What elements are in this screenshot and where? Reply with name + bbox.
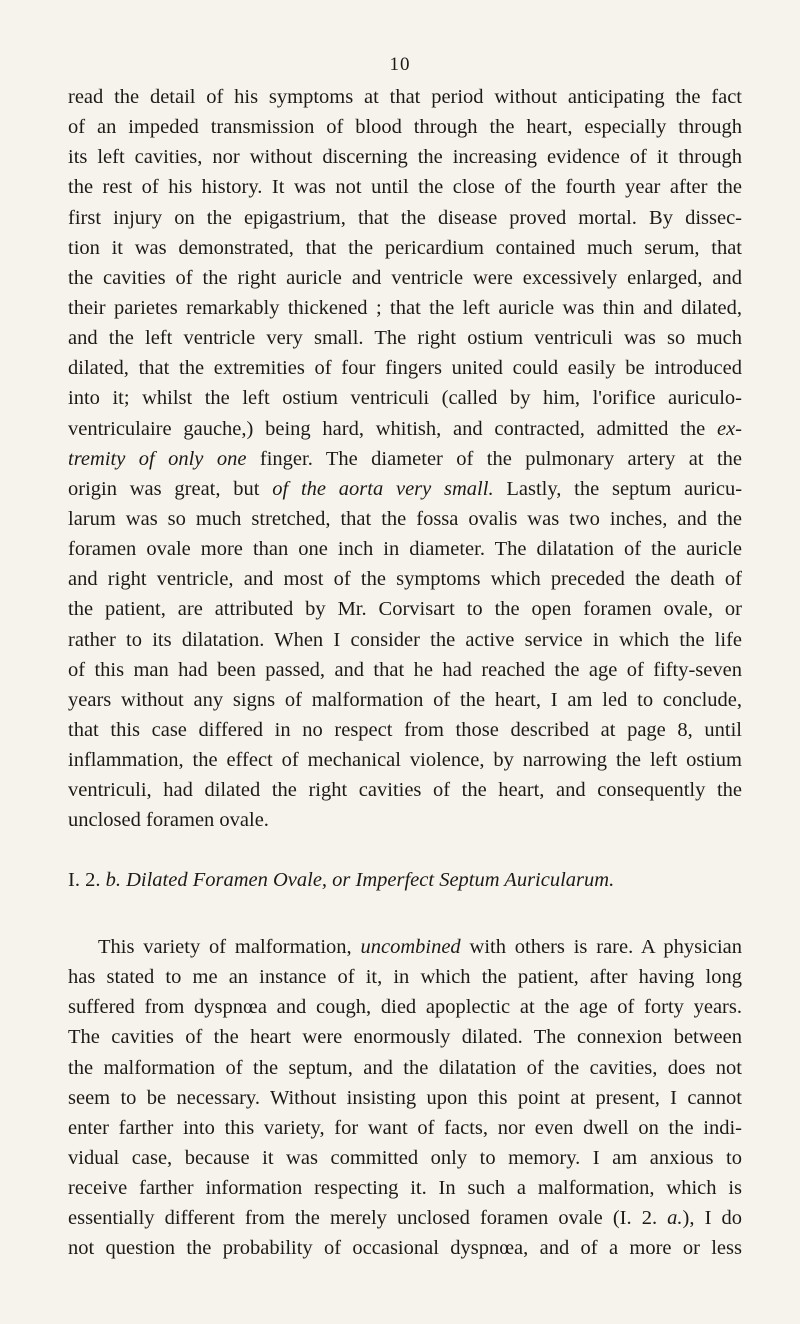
text-segment: Lastly, the septum auricu- <box>506 477 743 500</box>
text-segment: essentially different from the merely unclosed foramen ovale (I. 2. <box>68 1207 658 1230</box>
text-line: the malformation of the septum, and the dilatation of the cavities, does not <box>68 1056 742 1079</box>
text-line: into it; whilst the left ostium ventriculi (called by him, l'orifice auriculo- <box>68 387 742 410</box>
text-line: enter farther into this variety, for want of facts, nor even dwell on the indi- <box>68 1116 742 1139</box>
text-line: seem to be necessary. Without insisting upon this point at present, I cannot <box>68 1086 742 1109</box>
text-line: and right ventricle, and most of the symptoms which preceded the death of <box>68 568 742 591</box>
text-line: dilated, that the extremities of four fingers united could easily be introduced <box>68 357 742 380</box>
text-line <box>68 1203 742 1233</box>
text-segment: origin was great, but <box>68 477 260 500</box>
text-line: foramen ovale more than one inch in diameter. The dilatation of the auricle <box>68 538 742 561</box>
italic-text: of the aorta very small. <box>272 477 494 500</box>
text-line: their parietes remarkably thickened ; that the left auricle was thin and dilated, <box>68 296 742 319</box>
italic-text: ex- <box>716 417 743 440</box>
italic-text: tremity of only one <box>68 447 247 470</box>
text-line <box>68 414 742 444</box>
text-line: the patient, are attributed by Mr. Corvisart to the open foramen ovale, or <box>68 598 742 621</box>
section-title: b. Dilated Foramen Ovale, or Imperfect Septum Auricularum. <box>105 869 615 891</box>
text-line: the rest of his history. It was not until the close of the fourth year after the <box>68 176 742 199</box>
text-line <box>68 444 742 474</box>
section-number: I. 2. <box>68 869 101 891</box>
section-heading <box>68 865 742 895</box>
text-line: vidual case, because it was committed only to memory. I am anxious to <box>68 1146 742 1169</box>
text-segment: ventriculaire gauche,) being hard, whitish, and contracted, admitted the <box>68 417 706 440</box>
page-number: 10 <box>389 54 411 75</box>
text-line: The cavities of the heart were enormously dilated. The connexion between <box>68 1026 742 1049</box>
text-line: tion it was demonstrated, that the pericardium contained much serum, that <box>68 236 742 259</box>
text-line: of this man had been passed, and that he had reached the age of fifty-seven <box>68 658 742 681</box>
text-line: receive farther information respecting it. In such a malformation, which is <box>68 1177 742 1200</box>
text-segment: with others is rare. A physician <box>469 936 742 958</box>
text-line: of an impeded transmission of blood through the heart, especially through <box>68 116 742 139</box>
text-segment: This variety of malformation, <box>98 936 352 958</box>
text-line: that this case differed in no respect from those described at page 8, until <box>68 718 742 741</box>
paragraph-1 <box>68 82 742 836</box>
text-line: has stated to me an instance of it, in which the patient, after having long <box>68 966 742 989</box>
text-line: rather to its dilatation. When I consider the active service in which the life <box>68 628 742 651</box>
italic-text: a. <box>667 1207 683 1230</box>
text-line: inflammation, the effect of mechanical violence, by narrowing the left ostium <box>68 749 742 772</box>
text-line: first injury on the epigastrium, that the disease proved mortal. By dissec- <box>68 206 742 229</box>
text-segment: ), I do <box>682 1207 743 1230</box>
text-line: ventriculi, had dilated the right cavities of the heart, and consequently the <box>68 779 742 802</box>
paragraph-2 <box>68 932 742 1264</box>
text-line <box>68 932 742 962</box>
text-line <box>68 474 742 504</box>
text-line: not question the probability of occasional dyspnœa, and of a more or less <box>68 1237 742 1260</box>
text-line: and the left ventricle very small. The right ostium ventriculi was so much <box>68 327 742 350</box>
text-line: its left cavities, nor without discerning the increasing evidence of it through <box>68 146 742 169</box>
text-line: unclosed foramen ovale. <box>68 809 269 832</box>
text-line: the cavities of the right auricle and ventricle were excessively enlarged, and <box>68 266 742 289</box>
text-line: read the detail of his symptoms at that period without anticipating the fact <box>68 86 742 108</box>
text-line: suffered from dyspnœa and cough, died apoplectic at the age of forty years. <box>68 996 742 1019</box>
text-line: larum was so much stretched, that the fossa ovalis was two inches, and the <box>68 507 742 530</box>
text-segment: finger. The diameter of the pulmonary artery at the <box>259 447 743 470</box>
text-line: years without any signs of malformation of the heart, I am led to conclude, <box>68 688 742 711</box>
italic-text: uncombined <box>360 936 461 958</box>
